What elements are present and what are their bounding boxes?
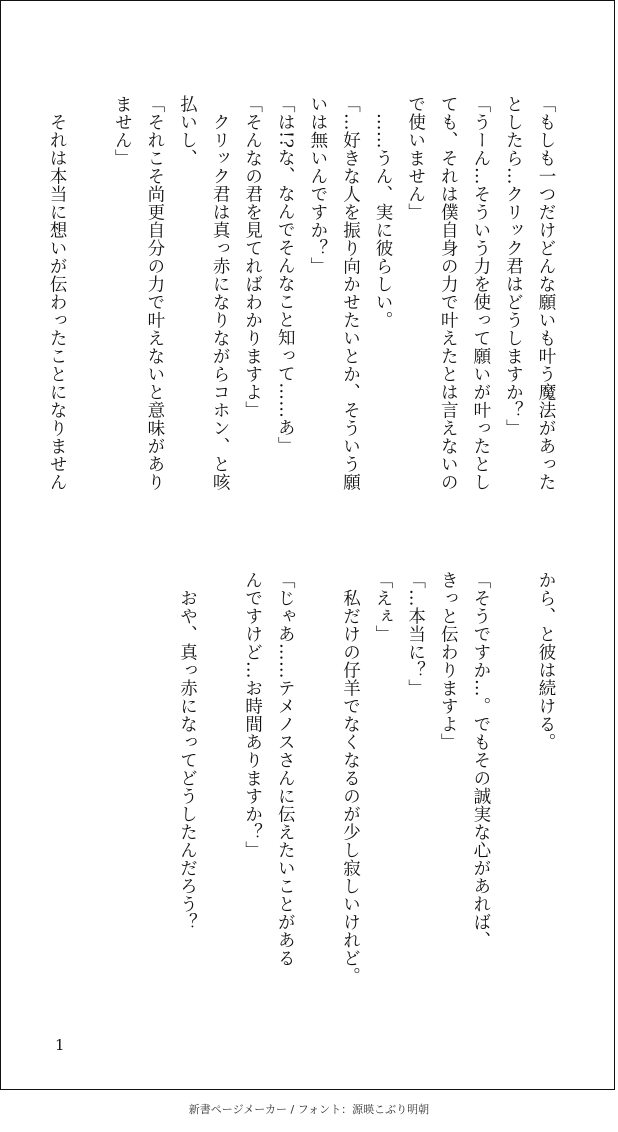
text-block-bottom: から、と彼は続ける。 「そうですか…。でもその誠実な心があれば、 きっと伝わりますよ」 「…本当に？」 「えぇ」 私だけの仔羊でなくなるのが少し寂しいけれど。 「じゃあ……テメノスさんに伝えたいことがある んですけど…お時間ありますか？」 おや、真っ赤になってどうしたんだろう？	[177, 571, 556, 985]
page-number: 1	[55, 1036, 65, 1054]
footer-credit: 新書ページメーカー / フォント：源暎こぶり明朝	[188, 1103, 430, 1116]
text-block-top: 「もしも一つだけどんな願いも叶う魔法があった としたら…クリック君はどうしますか？」 「うーん…そういう力を使って願いが叶ったとし ても、それは僕自身の力で叶えたとは言えないの で使いません」 ……うん、実に彼らしい。 「…好きな人を振り向かせたいとか、そういう願 いは無いんですか？」 「は!?な、なんでそんなこと知って……あ」 「そんなの君を見てればわかりますよ」 クリック君は真っ赤になりながらコホン、と咳 払いし、 「それこそ尚更自分の力で叶えないと意味があり ません」 それは本当に想いが伝わったことになりません	[47, 95, 556, 491]
